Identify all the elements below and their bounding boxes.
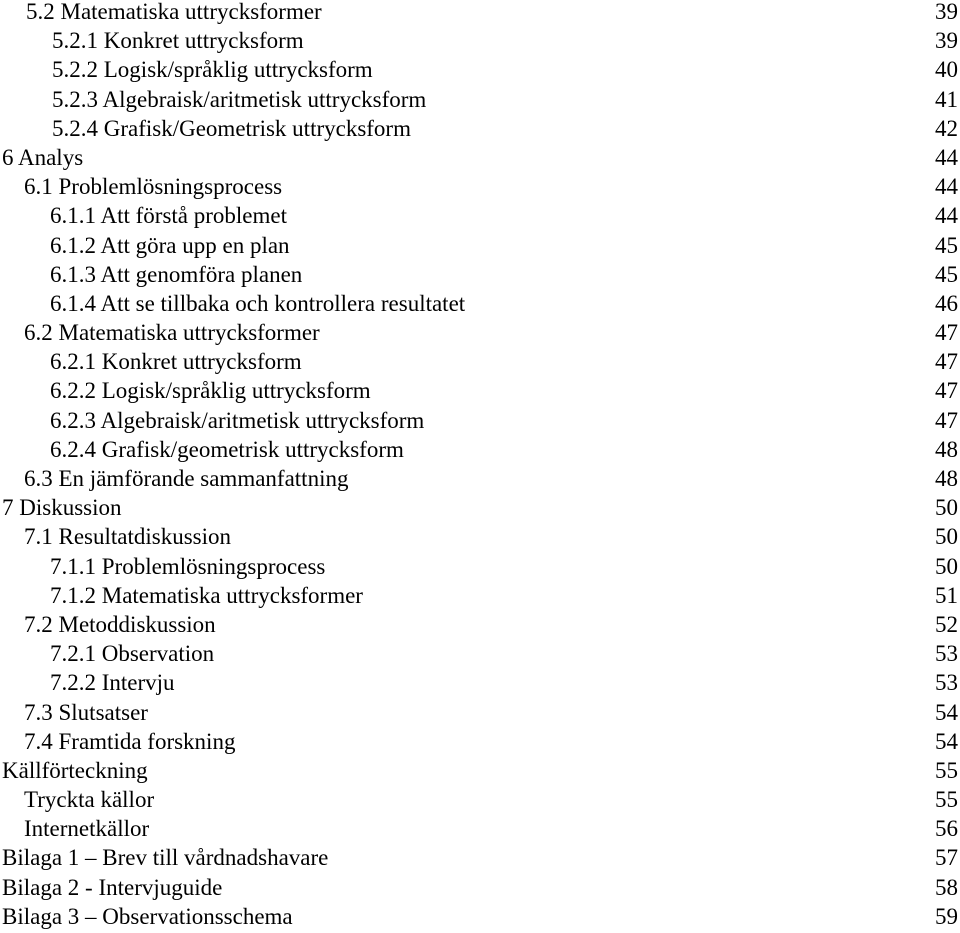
toc-entry[interactable]	[0, 203, 960, 232]
toc-entry-title: 6.2.1 Konkret uttrycksform	[50, 349, 302, 375]
toc-entry-page-number: 47	[935, 407, 958, 433]
toc-entry[interactable]	[0, 466, 960, 495]
toc-entry[interactable]	[0, 291, 960, 320]
toc-entry[interactable]	[0, 787, 960, 816]
toc-entry-page-number: 44	[935, 174, 958, 200]
toc-entry[interactable]	[0, 408, 960, 437]
toc-entry-title: Bilaga 2 - Intervjuguide	[2, 874, 223, 900]
toc-entry[interactable]	[0, 875, 960, 904]
toc-entry[interactable]	[0, 145, 960, 174]
toc-entry[interactable]	[0, 845, 960, 874]
toc-entry[interactable]	[0, 0, 960, 28]
toc-entry-page-number: 59	[935, 903, 958, 929]
toc-entry-title: 6.2.4 Grafisk/geometrisk uttrycksform	[50, 436, 404, 462]
toc-entry-title: 7 Diskussion	[2, 495, 122, 521]
toc-entry-page-number: 50	[935, 524, 958, 550]
toc-entry-title: 6.1.4 Att se tillbaka och kontrollera resultatet	[50, 290, 466, 316]
toc-entry-page-number: 51	[935, 582, 958, 608]
toc-entry-title: 7.2.1 Observation	[50, 641, 215, 667]
toc-entry-title: Internetkällor	[24, 816, 150, 842]
toc-entry[interactable]	[0, 495, 960, 524]
toc-entry[interactable]	[0, 28, 960, 57]
toc-entry[interactable]	[0, 57, 960, 86]
toc-entry[interactable]	[0, 904, 960, 933]
toc-entry-page-number: 50	[935, 553, 958, 579]
toc-entry-page-number: 53	[935, 670, 958, 696]
toc-entry-title: 7.1.1 Problemlösningsprocess	[50, 553, 326, 579]
toc-entry-page-number: 42	[935, 115, 958, 141]
toc-entry[interactable]	[0, 670, 960, 699]
toc-entry[interactable]	[0, 174, 960, 203]
toc-entry[interactable]	[0, 349, 960, 378]
toc-entry-page-number: 45	[935, 261, 958, 287]
toc-entry-title: 7.1 Resultatdiskussion	[24, 524, 232, 550]
toc-entry-page-number: 50	[935, 495, 958, 521]
toc-entry[interactable]	[0, 320, 960, 349]
toc-entry-page-number: 52	[935, 611, 958, 637]
toc-entry[interactable]	[0, 116, 960, 145]
toc-entry-page-number: 54	[935, 728, 958, 754]
toc-entry-page-number: 53	[935, 641, 958, 667]
toc-entry-page-number: 47	[935, 349, 958, 375]
toc-entry[interactable]	[0, 437, 960, 466]
toc-entry-title: 6 Analys	[2, 144, 84, 170]
toc-entry[interactable]	[0, 233, 960, 262]
toc-entry[interactable]	[0, 583, 960, 612]
toc-entry-title: Bilaga 3 ‒ Observationsschema	[2, 903, 293, 929]
toc-entry[interactable]	[0, 87, 960, 116]
toc-entry[interactable]	[0, 612, 960, 641]
toc-entry-title: 7.1.2 Matematiska uttrycksformer	[50, 582, 363, 608]
toc-entry-page-number: 47	[935, 378, 958, 404]
toc-entry-page-number: 57	[935, 845, 958, 871]
toc-entry-page-number: 55	[935, 787, 958, 813]
toc-entry-title: 5.2.1 Konkret uttrycksform	[52, 28, 304, 54]
toc-entry[interactable]	[0, 641, 960, 670]
toc-entry-title: 6.2 Matematiska uttrycksformer	[24, 320, 320, 346]
toc-entry-title: 6.1 Problemlösningsprocess	[24, 174, 283, 200]
toc-entry[interactable]	[0, 262, 960, 291]
toc-entry[interactable]	[0, 758, 960, 787]
toc-entry-page-number: 48	[935, 466, 958, 491]
toc-entry-title: Tryckta källor	[24, 787, 155, 813]
toc-entry-title: 7.2 Metoddiskussion	[24, 611, 216, 637]
toc-entry-title: 5.2.4 Grafisk/Geometrisk uttrycksform	[52, 115, 411, 141]
toc-entry-page-number: 54	[935, 699, 958, 725]
toc-entry-page-number: 47	[935, 320, 958, 346]
toc-entry-title: 5.2.2 Logisk/språklig uttrycksform	[52, 57, 373, 83]
toc-entry[interactable]	[0, 816, 960, 845]
toc-entry-title: 7.2.2 Intervju	[50, 670, 175, 696]
toc-entry-page-number: 41	[935, 86, 958, 112]
toc-entry-title: Bilaga 1 ‒ Brev till vårdnadshavare	[2, 845, 329, 871]
toc-entry-page-number: 45	[935, 232, 958, 258]
toc-entry-page-number: 55	[935, 757, 958, 783]
toc-entry-title: 6.2.3 Algebraisk/aritmetisk uttrycksform	[50, 407, 425, 433]
toc-entry[interactable]	[0, 700, 960, 729]
toc-entry-title: 5.2 Matematiska uttrycksformer	[26, 0, 322, 24]
toc-entry-page-number: 58	[935, 874, 958, 900]
toc-entry-title: 6.1.2 Att göra upp en plan	[50, 232, 290, 258]
toc-entry[interactable]	[0, 378, 960, 407]
toc-entry-title: 7.4 Framtida forskning	[24, 728, 236, 754]
toc-entry-title: 6.1.3 Att genomföra planen	[50, 261, 303, 287]
toc-entry-page-number: 56	[935, 816, 958, 842]
toc-entry-title: 5.2.3 Algebraisk/aritmetisk uttrycksform	[52, 86, 427, 112]
toc-entry-page-number: 48	[935, 436, 958, 462]
toc-entry-page-number: 46	[935, 290, 958, 316]
toc-entry-title: 6.3 En jämförande sammanfattning	[24, 466, 349, 491]
toc-entry[interactable]	[0, 729, 960, 758]
toc-entry-title: 6.2.2 Logisk/språklig uttrycksform	[50, 378, 371, 404]
toc-entry[interactable]	[0, 554, 960, 583]
toc-entry[interactable]	[0, 524, 960, 553]
toc-entry-title: Källförteckning	[2, 757, 148, 783]
toc-entry-page-number: 39	[935, 28, 958, 54]
toc-entry-title: 6.1.1 Att förstå problemet	[50, 203, 287, 229]
toc-entry-title: 7.3 Slutsatser	[24, 699, 148, 725]
toc-entry-page-number: 40	[935, 57, 958, 83]
toc-entry-page-number: 39	[935, 0, 958, 24]
toc-entry-page-number: 44	[935, 144, 958, 170]
toc-entry-page-number: 44	[935, 203, 958, 229]
